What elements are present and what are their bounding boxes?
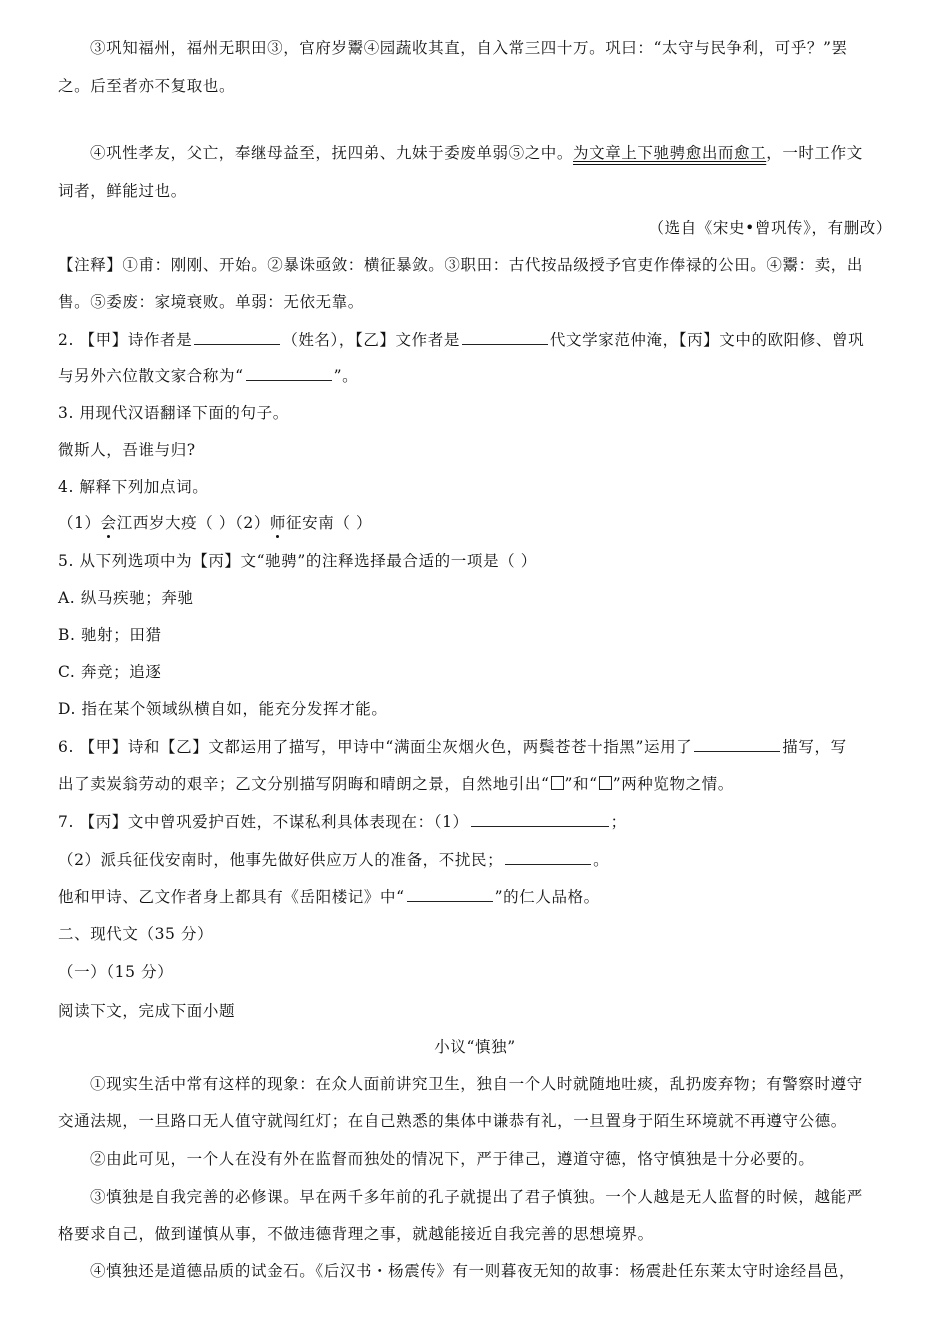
question-7-text: 他和甲诗、乙文作者身上都具有《岳阳楼记》中“ xyxy=(58,888,405,906)
passage-paragraph-3-line-1: ③巩知福州，福州无职田③，官府岁鬻④园蔬收其直，自入常三四十万。巩曰：“太守与民争利，可乎？”罢 xyxy=(90,39,848,57)
annotation-line-1: 【注释】①甫：刚刚、开始。②暴诛亟敛：横征暴敛。③职田：古代按品级授予官吏作俸禄的公田。④鬻：卖，出 xyxy=(58,256,864,274)
question-4-items xyxy=(58,513,892,533)
item-number: （1） xyxy=(58,514,101,532)
article-paragraph-3-line-2: 格要求自己，做到谨慎从事，不做违德背理之事，就越能接近自我完善的思想境界。 xyxy=(58,1225,654,1243)
article-paragraph-3-line-1: ③慎独是自我完善的必修课。早在两千多年前的孔子就提出了君子慎独。一个人越是无人监督的时候，越能严 xyxy=(90,1188,863,1206)
passage-paragraph-4-line-1 xyxy=(90,143,892,163)
article-paragraph-4-line-1: ④慎独还是道德品质的试金石。《后汉书・杨震传》有一则暮夜无知的故事：杨震赴任东莱太守时途经昌邑， xyxy=(90,1262,856,1280)
question-3: 3. 用现代汉语翻译下面的句子。 xyxy=(58,404,289,422)
answer-blank[interactable] xyxy=(694,737,780,752)
question-2-line-2 xyxy=(58,366,892,386)
question-2-line-1 xyxy=(58,330,892,350)
question-2-text: 2. 【甲】诗作者是 xyxy=(58,331,193,349)
annotation-line-2: 售。⑤委废：家境衰败。单弱：无依无靠。 xyxy=(58,293,364,311)
item-text: 江西岁大疫（ ）（2） xyxy=(116,514,270,532)
passage-paragraph-3-line-2: 之。后至者亦不复取也。 xyxy=(58,77,236,95)
question-3-sentence: 微斯人，吾谁与归? xyxy=(58,441,196,459)
question-7-text: （2）派兵征伐安南时，他事先做好供应万人的准备，不扰民； xyxy=(58,851,504,869)
passage-source: （选自《宋史•曾巩传》，有删改） xyxy=(648,219,892,237)
section-heading: 二、现代文（35 分） xyxy=(58,925,214,943)
section-subheading: （一）（15 分） xyxy=(58,963,174,981)
question-2-text: ”。 xyxy=(333,367,359,385)
blank-box-icon[interactable] xyxy=(599,776,612,790)
item-text: 征安南（ ） xyxy=(286,514,373,532)
question-6-text: ”两种览物之情。 xyxy=(612,775,734,793)
question-2-text: 代文学家范仲淹，【丙】文中的欧阳修、曾巩 xyxy=(549,331,865,349)
option-a[interactable]: A. 纵马疾驰；奔驰 xyxy=(58,589,194,607)
question-7-line-2 xyxy=(58,850,892,870)
question-7-text: ”的仁人品格。 xyxy=(494,888,600,906)
question-7-line-1 xyxy=(58,812,892,832)
question-6-text: 出了卖炭翁劳动的艰辛；乙文分别描写阴晦和晴朗之景，自然地引出“ xyxy=(58,775,550,793)
question-7-text: 7. 【丙】文中曾巩爱护百姓，不谋私利具体表现在：（1） xyxy=(58,813,469,831)
answer-blank[interactable] xyxy=(462,330,548,345)
article-paragraph-1-line-2: 交通法规，一旦路口无人值守就闯红灯；在自己熟悉的集体中谦恭有礼，一旦置身于陌生环境就不再遵守公德。 xyxy=(58,1112,847,1130)
dotted-word: 会 xyxy=(100,514,117,532)
answer-blank[interactable] xyxy=(407,887,493,902)
passage-paragraph-4-line-2: 词者，鲜能过也。 xyxy=(58,182,187,200)
paragraph-4-text: ④巩性孝友，父亡，奉继母益至，抚四弟、九妹于委废单弱⑤之中。 xyxy=(90,144,574,162)
question-6-text: 6. 【甲】诗和【乙】文都运用了描写，甲诗中“满面尘灰烟火色，两鬓苍苍十指黑”运用了 xyxy=(58,738,693,756)
article-title: 小议“慎独” xyxy=(434,1038,516,1056)
option-c[interactable]: C. 奔竞；追逐 xyxy=(58,663,162,681)
article-paragraph-2: ②由此可见，一个人在没有外在监督而独处的情况下，严于律己，遵道守德，恪守慎独是十分必要的。 xyxy=(90,1150,815,1168)
question-4: 4. 解释下列加点词。 xyxy=(58,478,209,496)
answer-blank[interactable] xyxy=(246,366,332,381)
reading-instruction: 阅读下文，完成下面小题 xyxy=(58,1002,236,1020)
paragraph-4-text-end: ，一时工作文 xyxy=(766,144,863,162)
question-2-text: 与另外六位散文家合称为“ xyxy=(58,367,244,385)
question-6-line-2 xyxy=(58,774,892,794)
question-6-text: 描写，写 xyxy=(782,738,847,756)
question-7-text: 。 xyxy=(593,851,610,869)
question-5: 5. 从下列选项中为【丙】文“驰骋”的注释选择最合适的一项是（ ） xyxy=(58,552,537,570)
question-6-text: ”和“ xyxy=(564,775,598,793)
answer-blank[interactable] xyxy=(471,812,609,827)
question-7-text: ； xyxy=(610,813,627,831)
blank-box-icon[interactable] xyxy=(551,776,564,790)
dotted-word: 师 xyxy=(269,514,287,532)
article-paragraph-1-line-1: ①现实生活中常有这样的现象：在众人面前讲究卫生，独自一个人时就随地吐痰，乱扔废弃物；有警察时遵守 xyxy=(90,1075,863,1093)
answer-blank[interactable] xyxy=(194,330,280,345)
question-2-text: （姓名），【乙】文作者是 xyxy=(282,331,460,349)
answer-blank[interactable] xyxy=(505,850,591,865)
question-7-line-3 xyxy=(58,887,892,907)
question-6-line-1 xyxy=(58,737,892,757)
option-d[interactable]: D. 指在某个领域纵横自如，能充分发挥才能。 xyxy=(58,700,388,718)
option-b[interactable]: B. 驰射；田猎 xyxy=(58,626,162,644)
underlined-sentence: 为文章上下驰骋愈出而愈工 xyxy=(573,144,767,162)
